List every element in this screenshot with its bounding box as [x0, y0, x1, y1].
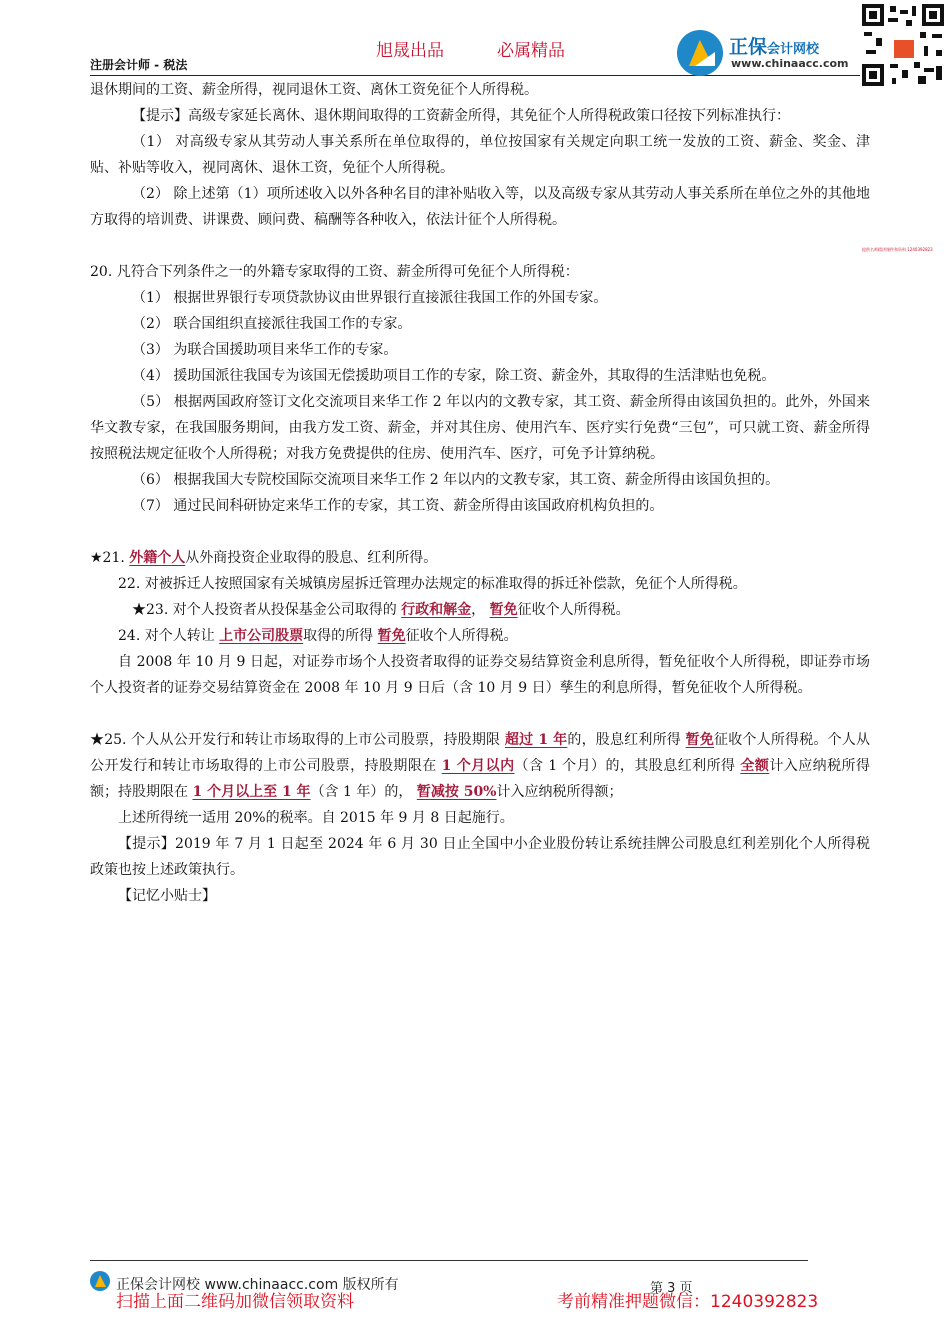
paragraph: （7） 通过民间科研协定来华工作的专家，其工资、薪金所得由该国政府机构负担的。 — [132, 498, 664, 514]
promo-left: 扫描上面二维码加微信领取资料 — [116, 1292, 354, 1312]
paragraph: 退休期间的工资、薪金所得，视同退休工资、离休工资免征个人所得税。 — [90, 82, 538, 98]
paragraph: （2） 联合国组织直接派往我国工作的专家。 — [132, 316, 412, 332]
highlight-term: 上市公司股票 — [219, 628, 304, 644]
brand-logo[interactable] — [677, 28, 857, 76]
paragraph: 上述所得统一适用 20%的税率。自 2015 年 9 月 8 日起施行。 — [118, 810, 514, 826]
highlight-term: 行政和解金 — [401, 602, 472, 618]
page-number: 第 3 页 — [650, 1281, 693, 1296]
paragraph: 自 2008 年 10 月 9 日起，对证券市场个人投资者取得的证券交易结算资金利息所得，暂免征收个人所得税，即证券市场个人投资者的证券交易结算资金在 2008 年 10 月 9 日后（含 10 月 9 日）孳生的利息所得，暂免征收个人所得税。 — [90, 654, 870, 696]
paragraph: 20. 凡符合下列条件之一的外籍专家取得的工资、薪金所得可免征个人所得税： — [90, 264, 579, 280]
paragraph: 【提示】2019 年 7 月 1 日起至 2024 年 6 月 30 日止全国中小企业股份转让系统挂牌公司股息红利差别化个人所得税政策也按上述政策执行。 — [90, 836, 870, 878]
header-slogan-left: 旭晟出品 — [376, 41, 444, 61]
paragraph: （6） 根据我国大专院校国际交流项目来华工作 2 年以内的文教专家，其工资、薪金所得由该国负担的。 — [132, 472, 780, 488]
paragraph: 【记忆小贴士】 — [118, 888, 216, 904]
highlight-term: 全额 — [740, 758, 770, 774]
paragraph: （1） 对高级专家从其劳动人事关系所在单位取得的，单位按国家有关规定向职工统一发放的工资、薪金、奖金、津贴、补贴等收入，视同离休、退休工资，免征个人所得税。 — [90, 134, 870, 176]
highlight-term: 1 个月以内 — [441, 758, 515, 774]
side-note: 提供名师精讲课件和资料 1240392823 — [862, 247, 933, 252]
logo-name: 正保会计网校 — [729, 36, 820, 58]
highlight-term: 暂免 — [685, 732, 715, 748]
highlight-term: 暂减按 50% — [416, 784, 497, 800]
promo-right: 考前精准押题微信：1240392823 — [557, 1292, 819, 1312]
qr-code-icon — [862, 4, 944, 86]
footer-copyright: 正保会计网校 www.chinaacc.com 版权所有 — [116, 1277, 399, 1293]
footer-divider — [90, 1260, 808, 1261]
paragraph: （2） 除上述第（1）项所述收入以外各种名目的津补贴收入等，以及高级专家从其劳动人事关系所在单位之外的其他地方取得的培训费、讲课费、顾问费、稿酬等各种收入，依法计征个人所得税。 — [90, 186, 870, 228]
paragraph: （5） 根据两国政府签订文化交流项目来华工作 2 年以内的文教专家，其工资、薪金所得由该国负担的。此外，外国来华文教专家，在我国服务期间，由我方发工资、薪金，并对其住房、使用汽车、医疗实行免费“三包”，可只就工资、薪金所得按照税法规定征收个人所得税；对我方免费提供的住房、使用汽车、医疗，可免予计算纳税。 — [90, 394, 870, 462]
paragraph: 24. 对个人转让 上市公司股票取得的所得 暂免征收个人所得税。 — [118, 628, 518, 644]
highlight-term: 外籍个人 — [129, 550, 186, 566]
highlight-term: 暂免 — [377, 628, 406, 644]
highlight-term: 暂免 — [489, 602, 518, 618]
paragraph: （1） 根据世界银行专项贷款协议由世界银行直接派往我国工作的外国专家。 — [132, 290, 608, 306]
paragraph: ★21. 外籍个人从外商投资企业取得的股息、红利所得。 — [90, 550, 438, 566]
paragraph: （4） 援助国派往我国专为该国无偿援助项目工作的专家，除工资、薪金外，其取得的生活津贴也免税。 — [132, 368, 776, 384]
logo-mark-icon — [677, 30, 723, 76]
header-subject: 注册会计师 - 税法 — [90, 58, 188, 72]
header-slogan-right: 必属精品 — [497, 41, 565, 61]
footer-logo-icon — [90, 1271, 110, 1291]
paragraph: ★25. 个人从公开发行和转让市场取得的上市公司股票，持股期限 超过 1 年的，股息红利所得 暂免征收个人所得税。个人从公开发行和转让市场取得的上市公司股票，持股期限在 1 个月以内（含 1 个月）的，其股息红利所得 全额计入应纳税所得额；持股期限在 1 个月以上至 1 年（含 1 年）的， 暂减按 50%计入应纳税所得额； — [90, 732, 871, 800]
paragraph: ★23. 对个人投资者从投保基金公司取得的 行政和解金， 暂免征收个人所得税。 — [132, 602, 630, 618]
paragraph: 【提示】高级专家延长离休、退休期间取得的工资薪金所得，其免征个人所得税政策口径按下列标准执行： — [132, 108, 790, 124]
highlight-term: 超过 1 年 — [504, 732, 568, 748]
highlight-term: 1 个月以上至 1 年 — [192, 784, 311, 800]
paragraph: 22. 对被拆迁人按照国家有关城镇房屋拆迁管理办法规定的标准取得的拆迁补偿款，免征个人所得税。 — [118, 576, 747, 592]
logo-url: www.chinaacc.com — [731, 57, 849, 70]
paragraph: （3） 为联合国援助项目来华工作的专家。 — [132, 342, 398, 358]
document-body — [90, 77, 870, 909]
